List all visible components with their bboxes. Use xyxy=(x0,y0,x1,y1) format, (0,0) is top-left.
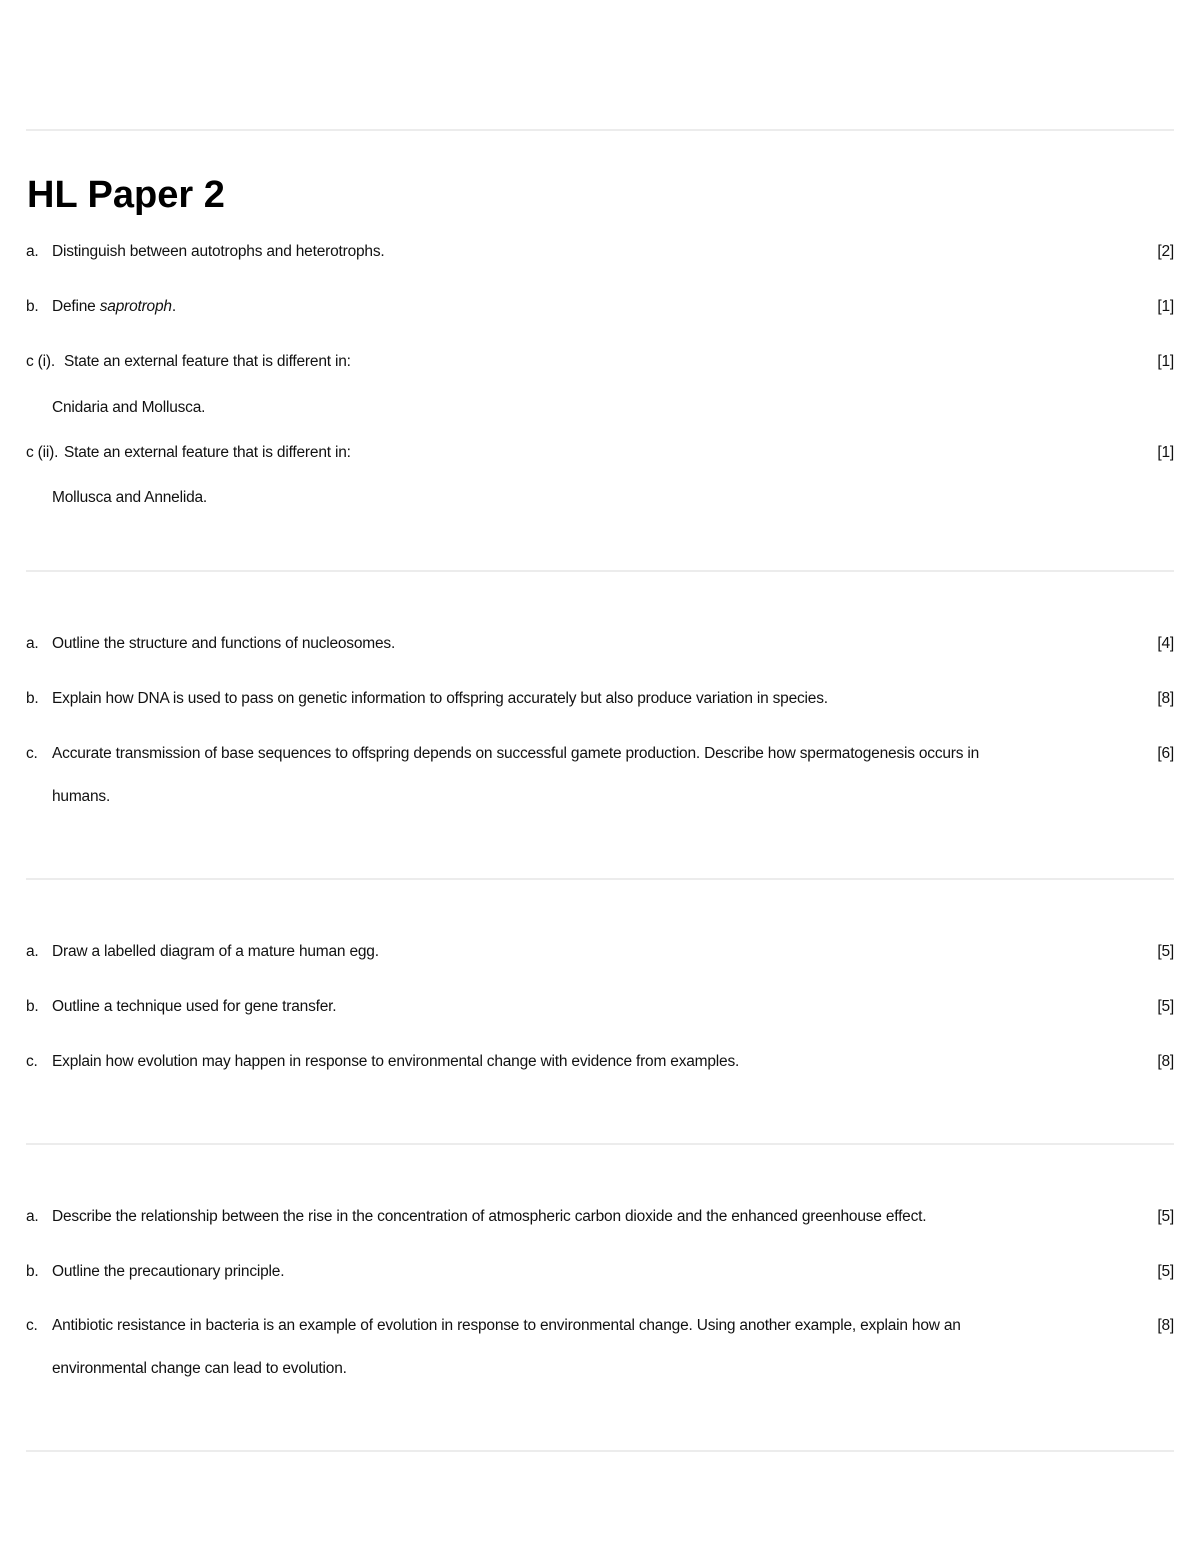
bottom-divider xyxy=(26,1450,1174,1452)
part-text: Accurate transmission of base sequences to offspring depends on successful gamete production. Describe how spermatogenesis occurs in xyxy=(52,745,980,762)
marks: [8] xyxy=(1157,690,1174,707)
part-label: b. xyxy=(26,690,39,707)
marks: [4] xyxy=(1157,635,1174,652)
part-text: Antibiotic resistance in bacteria is an example of evolution in response to environmental change. Using another example, explain how an xyxy=(52,1317,961,1334)
part-label: c. xyxy=(26,745,38,762)
page-title: HL Paper 2 xyxy=(27,174,225,216)
part-text: Outline a technique used for gene transfer. xyxy=(52,998,337,1015)
part-text: Explain how evolution may happen in response to environmental change with evidence from examples. xyxy=(52,1053,740,1070)
part-text-term: saprotroph xyxy=(99,298,172,315)
part-continuation: Mollusca and Annelida. xyxy=(52,489,208,506)
part-label: b. xyxy=(26,298,39,315)
part-continuation: humans. xyxy=(52,788,111,805)
section-divider xyxy=(26,878,1174,880)
marks: [6] xyxy=(1157,745,1174,762)
part-text: Outline the precautionary principle. xyxy=(52,1263,285,1280)
part-label: c (i). xyxy=(26,353,55,370)
marks: [8] xyxy=(1157,1053,1174,1070)
part-label: b. xyxy=(26,1263,39,1280)
section-divider xyxy=(26,570,1174,572)
part-text: Distinguish between autotrophs and heterotrophs. xyxy=(52,243,385,260)
marks: [5] xyxy=(1157,1263,1174,1280)
part-text-suffix: . xyxy=(171,298,176,315)
part-text: Outline the structure and functions of nucleosomes. xyxy=(52,635,396,652)
part-text: State an external feature that is different in: xyxy=(64,444,351,461)
part-text-prefix: Define xyxy=(52,298,100,315)
marks: [1] xyxy=(1157,444,1174,461)
part-continuation: Cnidaria and Mollusca. xyxy=(52,399,206,416)
section-divider xyxy=(26,1143,1174,1145)
part-label: a. xyxy=(26,635,39,652)
part-text xyxy=(52,285,1127,328)
part-text: Draw a labelled diagram of a mature human egg. xyxy=(52,943,379,960)
part-text: State an external feature that is different in: xyxy=(64,353,351,370)
part-label: c. xyxy=(26,1053,38,1070)
part-label: c (ii). xyxy=(26,444,59,461)
marks: [5] xyxy=(1157,1208,1174,1225)
marks: [1] xyxy=(1157,298,1174,315)
marks: [2] xyxy=(1157,243,1174,260)
part-label: a. xyxy=(26,243,39,260)
part-label: a. xyxy=(26,1208,39,1225)
top-divider xyxy=(26,129,1174,131)
marks: [8] xyxy=(1157,1317,1174,1334)
marks: [5] xyxy=(1157,998,1174,1015)
part-text: Describe the relationship between the rise in the concentration of atmospheric carbon dioxide and the enhanced greenhouse effect. xyxy=(52,1208,927,1225)
part-continuation: environmental change can lead to evolution. xyxy=(52,1360,347,1377)
part-label: b. xyxy=(26,998,39,1015)
marks: [1] xyxy=(1157,353,1174,370)
marks: [5] xyxy=(1157,943,1174,960)
part-label: c. xyxy=(26,1317,38,1334)
part-text: Explain how DNA is used to pass on genetic information to offspring accurately but also produce variation in species. xyxy=(52,690,828,707)
part-label: a. xyxy=(26,943,39,960)
